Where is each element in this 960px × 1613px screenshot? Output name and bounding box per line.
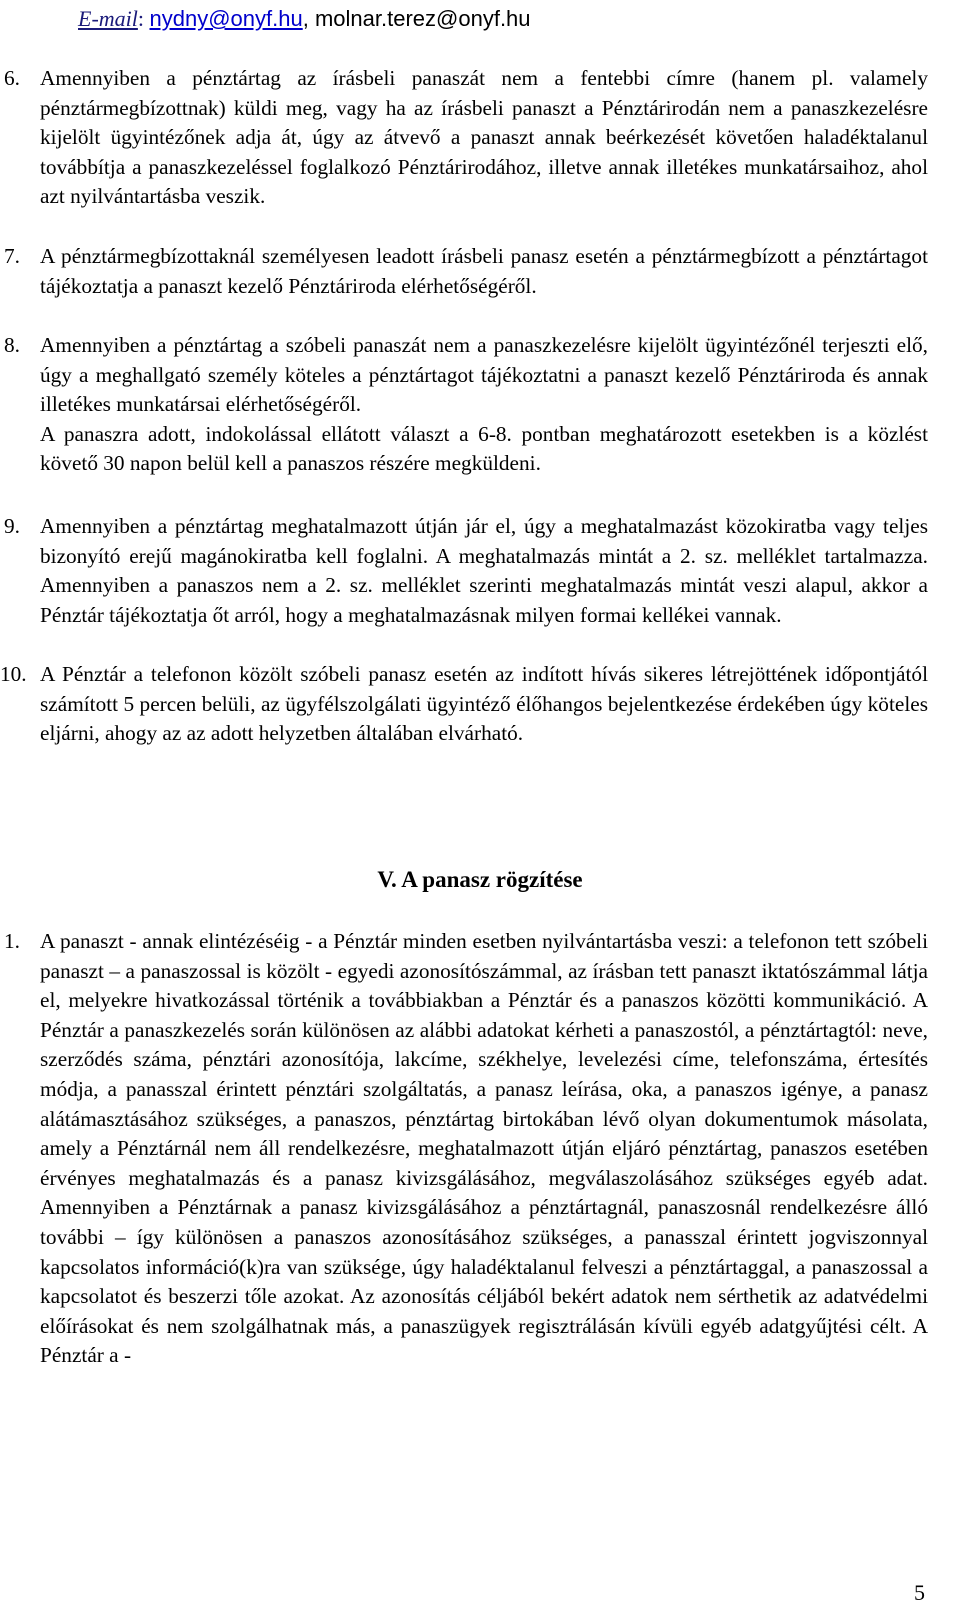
paragraph: A Pénztár a telefonon közölt szóbeli panasz esetén az indított hívás sikeres létrejöttének időpontjától számított 5 percen belüli, az ügyfélszolgálati ügyintéző élőhangos bejelentkezése érdekében úgy köteles eljárni, ahogy az az adott helyzetben általában elvárható. — [40, 662, 928, 746]
section-heading: V. A panasz rögzítése — [377, 867, 583, 892]
item-text — [40, 660, 928, 749]
item-text — [40, 927, 928, 1371]
item-number: 6. — [4, 66, 20, 90]
paragraph: Amennyiben a pénztártag a szóbeli panaszát nem a panaszkezelésre kijelölt ügyintézőnél terjeszti elő, úgy a meghallgató személy köteles a pénztártagot tájékoztatni a panaszt kezelő Pénztáriroda és annak illetékes munkatársai elérhetőségéről. — [40, 333, 928, 417]
item-number: 1. — [4, 929, 20, 953]
email-molnar-terez: molnar.terez@onyf.hu — [314, 6, 531, 31]
item-number: 10. — [0, 662, 27, 686]
paragraph: Amennyiben a pénztártag meghatalmazott útján jár el, úgy a meghatalmazást közokiratba vagy teljes bizonyító erejű magánokiratba kell foglalni. A meghatalmazás mintát a 2. sz. melléklet tartalmazza. Amennyiben a panaszos nem a 2. sz. melléklet szerinti meghatalmazás mintát veszi alapul, akkor a Pénztár tájékoztatja őt arról, hogy a meghatalmazásnak milyen formai kellékei vannak. — [40, 514, 928, 627]
paragraph: Amennyiben a pénztártag az írásbeli panaszát nem a fentebbi címre (hanem pl. valamely pénztármegbízottnak) küldi meg, vagy ha az írásbeli panaszt a Pénztárirodán nem a panaszkezelésre kijelölt ügyintézőnek adja át, úgy az átvevő a panaszt annak beérkezését követően haladéktalanul továbbítja a panaszkezeléssel foglalkozó Pénztárirodához, illetve annak illetékes munkatársaihoz, ahol azt nyilvántartásba veszik. — [40, 66, 928, 209]
email-joiner: , — [302, 6, 315, 31]
item-number: 7. — [4, 244, 20, 268]
email-link-nydny[interactable]: nydny@onyf.hu — [149, 6, 303, 31]
email-label: E-mail — [78, 6, 138, 31]
paragraph-continuation: A panaszra adott, indokolással ellátott választ a 6-8. pontban meghatározott esetekben is a közlést követő 30 napon belül kell a panaszos részére megküldeni. — [40, 421, 928, 476]
paragraph: A pénztármegbízottaknál személyesen leadott írásbeli panasz esetén a pénztármegbízott a pénztártagot tájékoztatja a panaszt kezelő Pénztáriroda elérhetőségéről. — [40, 244, 928, 298]
item-text — [40, 512, 928, 630]
item-text — [40, 242, 928, 301]
email-separator: : — [137, 6, 150, 31]
email-header — [78, 4, 531, 34]
item-number: 9. — [4, 514, 20, 538]
item-text — [40, 331, 928, 479]
item-number: 8. — [4, 333, 20, 357]
paragraph: A panaszt - annak elintézéséig - a Pénztár minden esetben nyilvántartásba veszi: a telefonon tett szóbeli panaszt – a panaszossal is közölt - egyedi azonosítószámmal, az írásban tett panaszt iktatószámmal látja el, melyekre hivatkozással történik a továbbiakban a Pénztár és a panaszos közötti kommunikáció. A Pénztár a panaszkezelés során különösen az alábbi adatokat kérheti a panaszostól, a pénztártagtól: neve, szerződés száma, pénztári azonosítója, lakcíme, székhelye, levelezési címe, telefonszáma, értesítés módja, a panasszal érintett pénztári szolgáltatás, a panasz leírása, oka, a panaszos igénye, a panasz alátámasztásához szükséges, a panaszos, pénztártag birtokában lévő olyan dokumentumok másolata, amely a Pénztárnál nem áll rendelkezésre, meghatalmazott útján eljáró pénztártag, panaszos esetében érvényes meghatalmazás és a panasz kivizsgálásához, megválaszolásához szükséges egyéb adat. Amennyiben a Pénztárnak a panasz kivizsgálásához a pénztártagnál, panaszosnál rendelkezésre álló további – így különösen a panaszos azonosításához szükséges, a panasszal érintett jogviszonnyal kapcsolatos információ(k)ra van szüksége, úgy haladéktalanul felveszi a pénztártaggal, a panaszossal a kapcsolatot és beszerzi tőle azokat. Az azonosítás céljából bekért adatok nem sérthetik az adatvédelmi előírásokat és nem szolgálhatnak más, a panaszügyek regisztrálásán kívüli egyéb adatgyűjtési célt. A Pénztár a - — [40, 929, 928, 1368]
page-number: 5 — [914, 1580, 925, 1605]
item-text — [40, 64, 928, 212]
